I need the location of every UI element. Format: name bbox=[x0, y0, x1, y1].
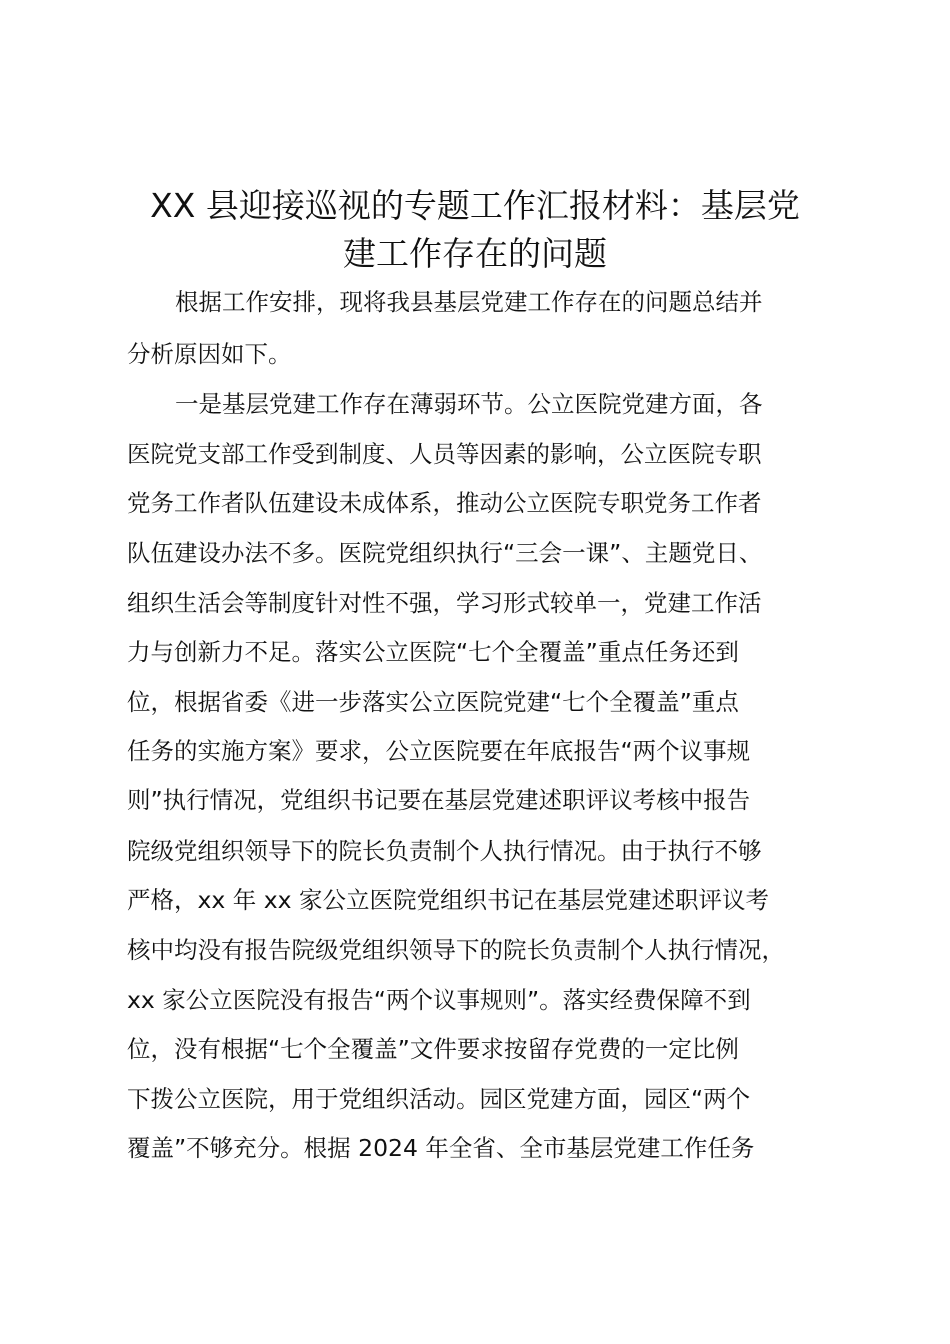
document-title-line-1: XX 县迎接巡视的专题工作汇报材料：基层党 bbox=[150, 186, 800, 225]
paragraph-2-line-14: 位，没有根据“七个全覆盖”文件要求按留存党费的一定比例 bbox=[127, 1035, 739, 1063]
paragraph-2-line-10: 院级党组织领导下的院长负责制个人执行情况。由于执行不够 bbox=[127, 837, 762, 865]
paragraph-1-line-1: 根据工作安排，现将我县基层党建工作存在的问题总结并 bbox=[175, 288, 763, 316]
paragraph-2-line-2: 医院党支部工作受到制度、人员等因素的影响，公立医院专职 bbox=[127, 440, 762, 468]
paragraph-2-line-8: 任务的实施方案》要求，公立医院要在年底报告“两个议事规 bbox=[127, 737, 751, 765]
paragraph-2-line-15: 下拨公立医院，用于党组织活动。园区党建方面，园区“两个 bbox=[127, 1085, 751, 1113]
paragraph-2-line-16: 覆盖”不够充分。根据 2024 年全省、全市基层党建工作任务 bbox=[127, 1134, 755, 1162]
paragraph-2-line-5: 组织生活会等制度针对性不强，学习形式较单一，党建工作活 bbox=[127, 589, 762, 617]
paragraph-2-line-7: 位，根据省委《进一步落实公立医院党建“七个全覆盖”重点 bbox=[127, 688, 739, 716]
paragraph-2-line-3: 党务工作者队伍建设未成体系，推动公立医院专职党务工作者 bbox=[127, 489, 762, 517]
document-title-line-2: 建工作存在的问题 bbox=[343, 234, 607, 273]
paragraph-2-line-1: 一是基层党建工作存在薄弱环节。公立医院党建方面，各 bbox=[175, 390, 763, 418]
paragraph-2-line-4: 队伍建设办法不多。医院党组织执行“三会一课”、主题党日、 bbox=[127, 539, 763, 567]
paragraph-2-line-9: 则”执行情况，党组织书记要在基层党建述职评议考核中报告 bbox=[127, 786, 751, 814]
paragraph-2-line-11: 严格，xx 年 xx 家公立医院党组织书记在基层党建述职评议考 bbox=[127, 886, 770, 914]
paragraph-2-line-6: 力与创新力不足。落实公立医院“七个全覆盖”重点任务还到 bbox=[127, 638, 739, 666]
paragraph-2-line-12: 核中均没有报告院级党组织领导下的院长负责制个人执行情况， bbox=[127, 936, 785, 964]
paragraph-2-line-13: xx 家公立医院没有报告“两个议事规则”。落实经费保障不到 bbox=[127, 986, 751, 1014]
paragraph-1-line-2: 分析原因如下。 bbox=[127, 340, 292, 368]
